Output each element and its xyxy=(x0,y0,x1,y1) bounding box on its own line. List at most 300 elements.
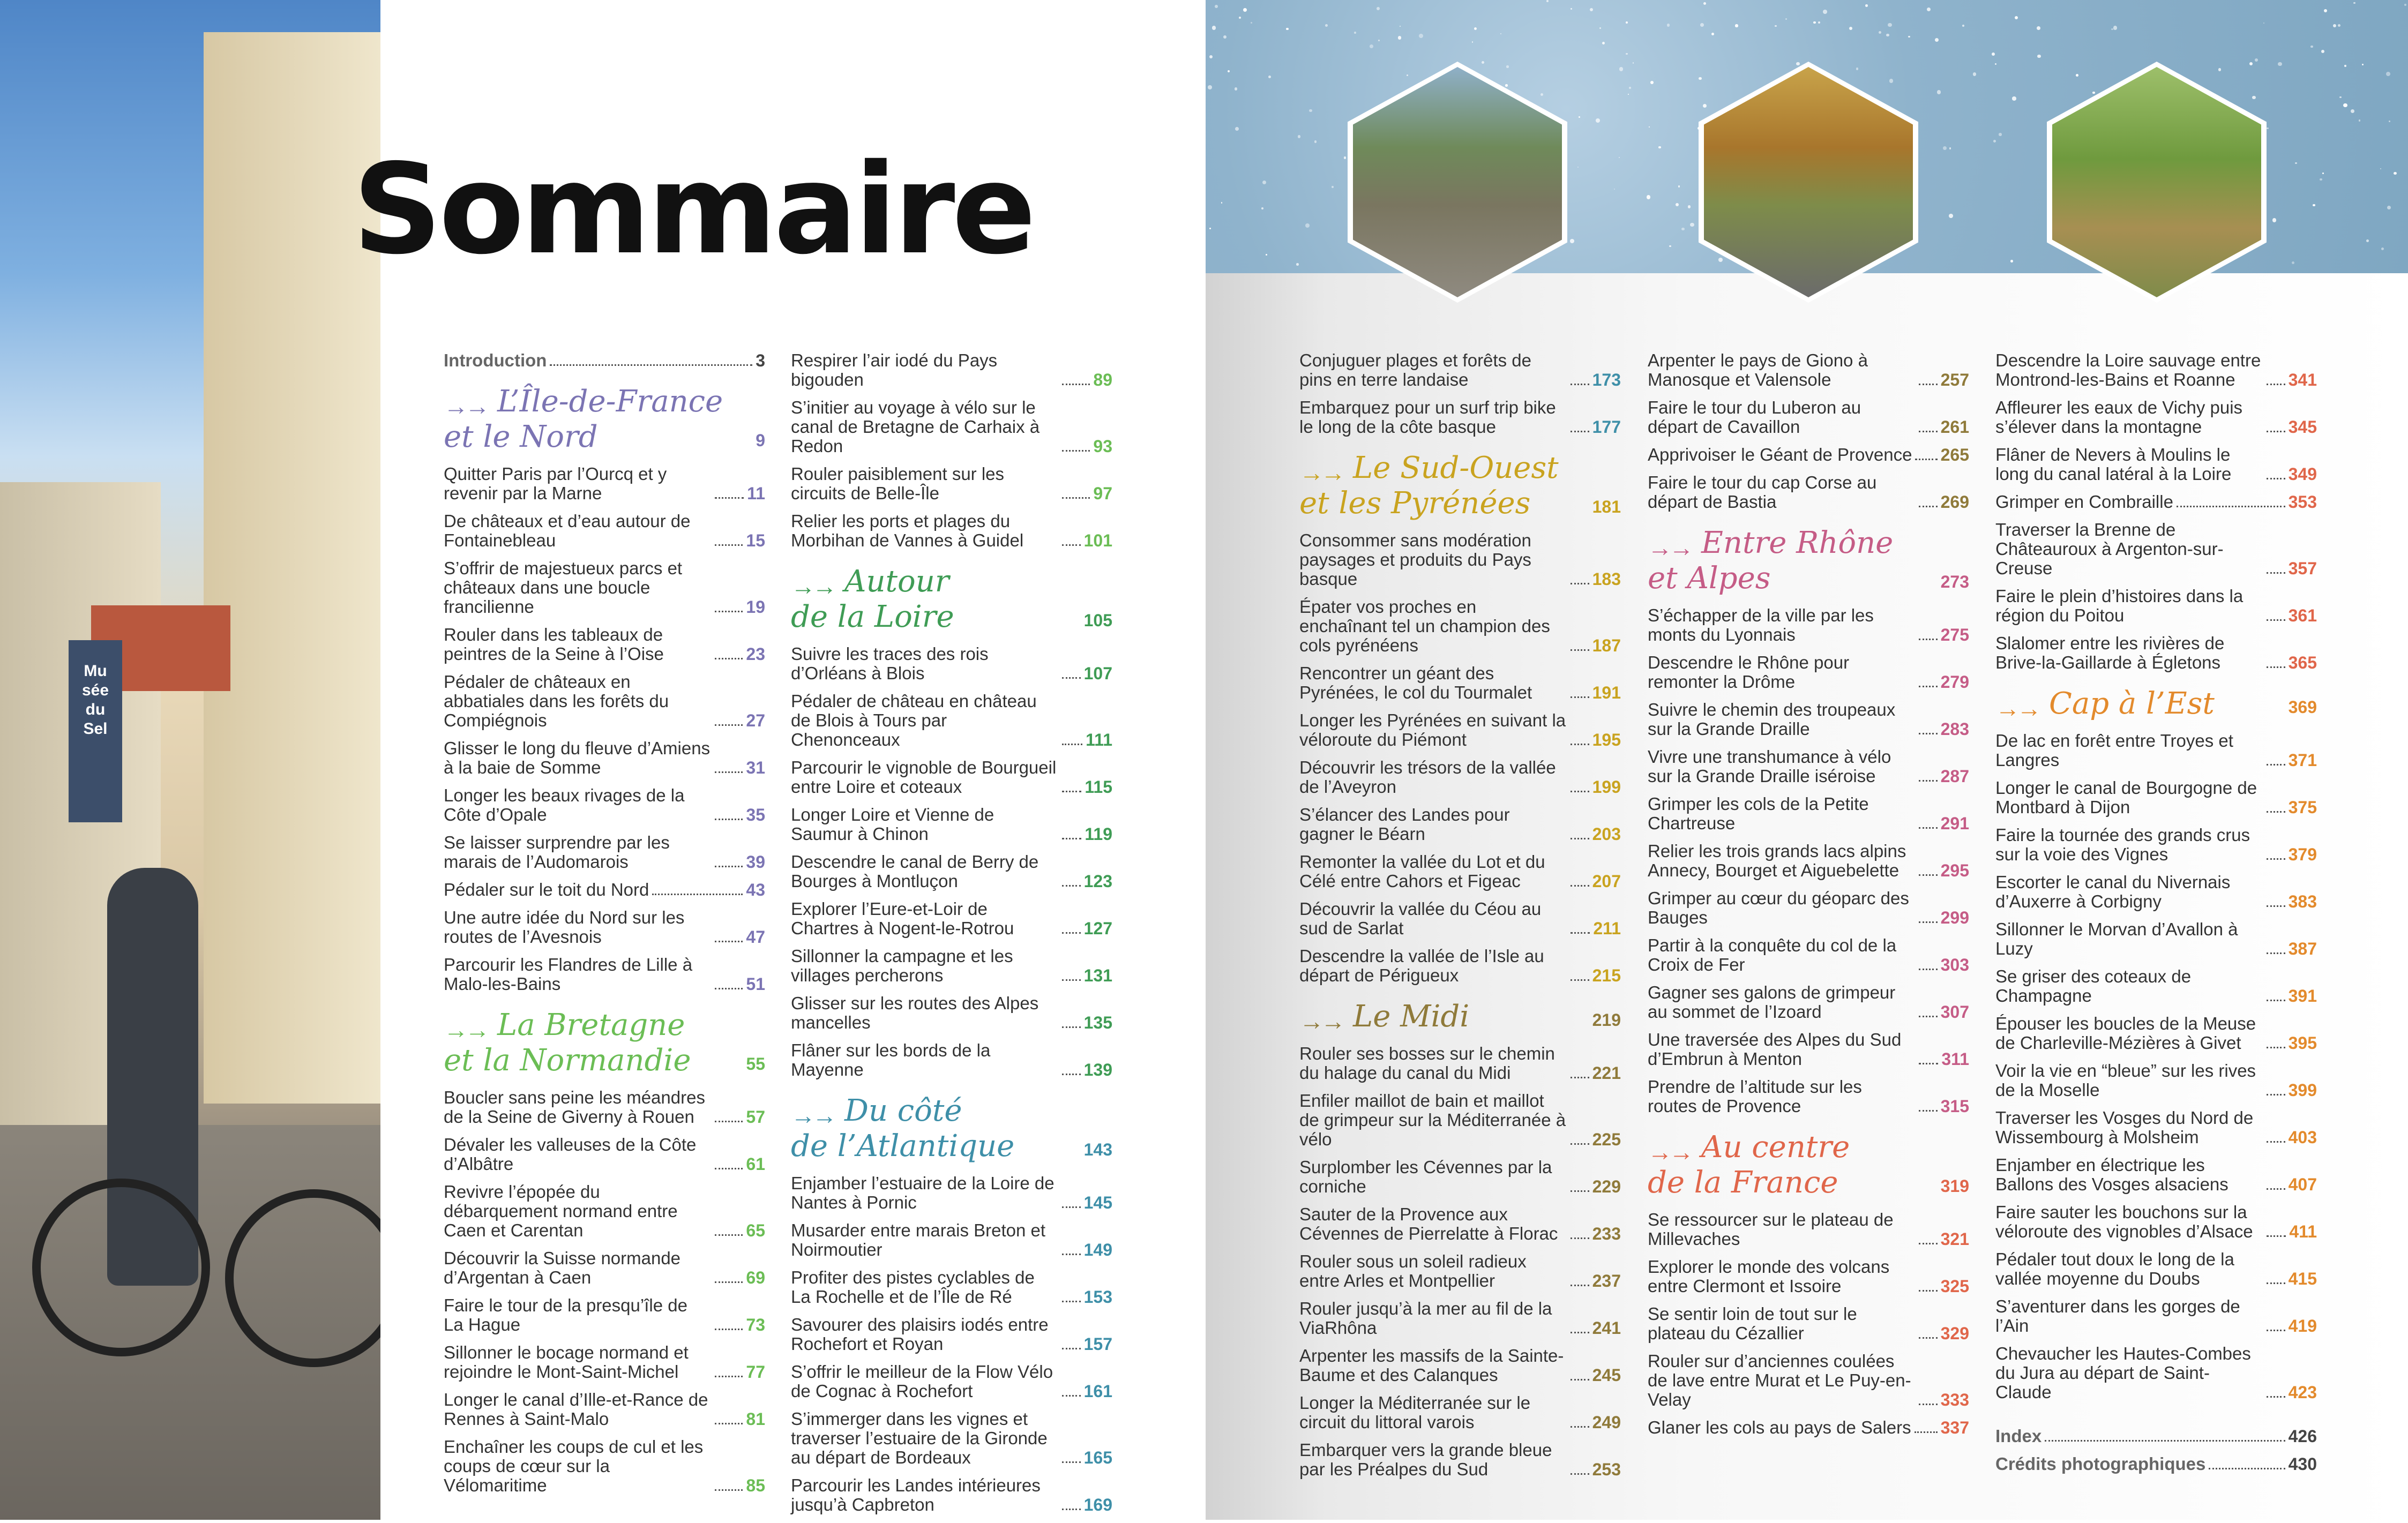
entry-title: Parcourir les Landes intérieures jusqu’à Capbreton xyxy=(791,1475,1041,1514)
toc-entry[interactable] xyxy=(1299,664,1621,702)
toc-entry[interactable] xyxy=(1648,473,1969,512)
leader-dots xyxy=(1571,583,1589,584)
leader-dots xyxy=(1919,1337,1938,1339)
star-dot xyxy=(2255,58,2258,62)
toc-entry[interactable] xyxy=(1995,1203,2317,1241)
toc-entry[interactable] xyxy=(444,1343,765,1382)
entry-page: 345 xyxy=(2288,417,2317,437)
leader-dots xyxy=(1571,1190,1589,1192)
entry-title: Épater vos proches en enchaînant tel un champion des cols pyrénéens xyxy=(1299,597,1550,655)
entry-title: S’offrir de majestueux parcs et châteaux dans une boucle francilienne xyxy=(444,558,683,617)
leader-dots xyxy=(1062,1461,1081,1463)
leader-dots xyxy=(1919,969,1938,970)
star-dot xyxy=(1243,8,1247,12)
entry-page: 187 xyxy=(1592,636,1621,655)
entry-page: 135 xyxy=(1083,1013,1112,1032)
toc-entry[interactable] xyxy=(791,947,1112,985)
toc-entry[interactable] xyxy=(1299,1252,1621,1291)
toc-entry[interactable] xyxy=(791,464,1112,503)
toc-entry[interactable] xyxy=(1995,520,2317,578)
toc-entry[interactable] xyxy=(1299,947,1621,985)
entry-page: 395 xyxy=(2288,1033,2317,1053)
toc-entry[interactable] xyxy=(1648,794,1969,833)
entry-title: Parcourir les Flandres de Lille à Malo-les-Bains xyxy=(444,955,693,994)
star-dot xyxy=(1879,31,1881,34)
toc-entry[interactable] xyxy=(1648,1418,1969,1437)
section-heading[interactable] xyxy=(1648,526,1969,596)
entry-title: Enchaîner les coups de cul et les coups de cœur sur la Vélomaritime xyxy=(444,1437,704,1495)
toc-entry-index[interactable] xyxy=(1995,1427,2317,1446)
toc-entry[interactable] xyxy=(1299,1393,1621,1432)
entry-title: Se sentir loin de tout sur le plateau du Cézallier xyxy=(1648,1304,1857,1343)
star-dot xyxy=(1377,7,1380,10)
leader-dots xyxy=(1062,450,1090,452)
entry-title: Grimper au cœur du géoparc des Bauges xyxy=(1648,888,1909,927)
toc-entry[interactable] xyxy=(444,1390,765,1429)
toc-entry[interactable] xyxy=(791,644,1112,683)
entry-page: 237 xyxy=(1592,1271,1621,1291)
star-dot xyxy=(1785,18,1787,20)
entry-page: 269 xyxy=(1940,492,1969,512)
entry-page: 127 xyxy=(1083,919,1112,938)
star-dot xyxy=(1577,167,1579,168)
star-dot xyxy=(2320,178,2322,181)
toc-entry[interactable] xyxy=(791,1362,1112,1401)
star-dot xyxy=(1633,62,1634,63)
section-page: 9 xyxy=(756,431,765,450)
entry-title: Faire sauter les bouchons sur la véloroute des vignobles d’Alsace xyxy=(1995,1202,2253,1241)
leader-dots xyxy=(1062,1026,1081,1028)
toc-entry[interactable] xyxy=(1995,1108,2317,1147)
toc-entry[interactable] xyxy=(1995,920,2317,958)
toc-entry[interactable] xyxy=(1995,1156,2317,1194)
toc-entry[interactable] xyxy=(791,1174,1112,1212)
leader-dots xyxy=(1062,384,1090,385)
entry-title: Prendre de l’altitude sur les routes de Provence xyxy=(1648,1077,1862,1116)
leader-dots xyxy=(2267,764,2285,766)
toc-entry[interactable] xyxy=(1299,1346,1621,1385)
star-dot xyxy=(2343,103,2347,107)
star-dot xyxy=(1596,118,1600,123)
entry-page: 415 xyxy=(2288,1269,2317,1288)
toc-entry[interactable] xyxy=(1299,1299,1621,1338)
entry-page: 183 xyxy=(1592,569,1621,589)
star-dot xyxy=(2404,4,2406,6)
entry-title: Longer le canal de Bourgogne de Montbard à Dijon xyxy=(1995,778,2257,817)
toc-entry[interactable] xyxy=(444,786,765,824)
star-dot xyxy=(1407,74,1408,76)
entry-page: 261 xyxy=(1940,417,1969,437)
entry-title: Explorer le monde des volcans entre Clermont et Issoire xyxy=(1648,1257,1890,1296)
star-dot xyxy=(1266,254,1267,256)
toc-entry[interactable] xyxy=(1995,1061,2317,1100)
section-title: Le Sud-Ouest xyxy=(1353,451,1559,485)
star-dot xyxy=(2333,24,2336,27)
entry-title: Revivre l’épopée du débarquement normand entre Caen et Carentan xyxy=(444,1182,678,1240)
leader-dots xyxy=(1571,1332,1589,1333)
entry-page: 387 xyxy=(2288,939,2317,958)
toc-entry[interactable] xyxy=(1648,606,1969,644)
toc-entry[interactable] xyxy=(791,1268,1112,1307)
leader-dots xyxy=(1919,780,1938,782)
star-dot xyxy=(1629,87,1631,89)
star-dot xyxy=(1619,67,1623,71)
entry-page: 419 xyxy=(2288,1316,2317,1336)
toc-entry[interactable] xyxy=(1648,1352,1969,1409)
star-dot xyxy=(2366,239,2369,242)
star-dot xyxy=(1215,5,1218,8)
arrow-icon: →→ xyxy=(1648,1138,1691,1166)
toc-entry[interactable] xyxy=(444,880,765,899)
sign-line: sée xyxy=(81,681,109,699)
entry-page: 161 xyxy=(1083,1382,1112,1401)
toc-entry[interactable] xyxy=(444,1296,765,1334)
section-subtitle: et les Pyrénées xyxy=(1299,486,1531,521)
toc-entry[interactable] xyxy=(1995,398,2317,437)
toc-entry[interactable] xyxy=(791,805,1112,844)
toc-entry[interactable] xyxy=(444,512,765,550)
entry-page: 23 xyxy=(746,644,765,664)
entry-page: 115 xyxy=(1085,777,1112,797)
entry-title: Pédaler sur le toit du Nord xyxy=(444,880,649,899)
toc-entry[interactable] xyxy=(1299,597,1621,655)
leader-dots xyxy=(1062,677,1081,679)
toc-entry[interactable] xyxy=(1299,1205,1621,1243)
entry-list xyxy=(1648,606,1969,1116)
toc-entry[interactable] xyxy=(1648,351,1969,389)
toc-entry[interactable] xyxy=(1995,445,2317,484)
toc-entry[interactable] xyxy=(1648,842,1969,880)
star-dot xyxy=(1676,203,1679,206)
entry-page: 107 xyxy=(1083,664,1112,683)
section-heading[interactable] xyxy=(444,384,765,455)
entry-title: Traverser la Brenne de Châteauroux à Argenton-sur-Creuse xyxy=(1995,520,2224,578)
section-page: 143 xyxy=(1083,1140,1112,1159)
toc-entry[interactable] xyxy=(791,1476,1112,1514)
leader-dots xyxy=(1919,1290,1938,1292)
star-dot xyxy=(1235,87,1237,90)
leader-dots xyxy=(1919,1243,1938,1244)
star-dot xyxy=(1927,7,1931,11)
star-dot xyxy=(2252,96,2255,99)
entry-page: 383 xyxy=(2288,892,2317,911)
star-dot xyxy=(1703,104,1707,108)
toc-entry[interactable] xyxy=(1299,1441,1621,1479)
star-dot xyxy=(2010,260,2013,262)
toc-entry[interactable] xyxy=(1648,653,1969,692)
star-dot xyxy=(1658,146,1661,149)
toc-entry[interactable] xyxy=(791,1409,1112,1467)
star-dot xyxy=(1937,90,1941,94)
toc-entry[interactable] xyxy=(1995,492,2317,512)
toc-column-1 xyxy=(444,351,765,1504)
leader-dots xyxy=(2267,1235,2286,1237)
entry-title: Longer Loire et Vienne de Saumur à Chinon xyxy=(791,805,994,844)
toc-entry[interactable] xyxy=(791,758,1112,797)
star-dot xyxy=(2037,55,2041,58)
entry-page: 333 xyxy=(1940,1390,1969,1409)
leader-dots xyxy=(715,819,743,820)
section-subtitle: et Alpes xyxy=(1648,561,1771,596)
entry-title: Gagner ses galons de grimpeur au sommet de l’Izoard xyxy=(1648,982,1896,1022)
entry-page: 93 xyxy=(1093,437,1112,456)
toc-entry[interactable] xyxy=(1648,983,1969,1022)
toc-entry[interactable] xyxy=(444,1135,765,1174)
toc-entry[interactable] xyxy=(1995,778,2317,817)
entry-page: 265 xyxy=(1940,445,1969,464)
entry-title: Grimper les cols de la Petite Chartreuse xyxy=(1648,794,1869,833)
entry-page: 195 xyxy=(1592,730,1621,749)
entry-page: 233 xyxy=(1592,1224,1621,1243)
leader-dots xyxy=(715,1329,743,1330)
toc-entry[interactable] xyxy=(1995,1014,2317,1053)
star-dot xyxy=(1614,189,1615,190)
toc-entry[interactable] xyxy=(1299,1044,1621,1083)
leader-dots xyxy=(1919,1404,1938,1405)
toc-entry[interactable] xyxy=(1995,1297,2317,1336)
page-title: Sommaire xyxy=(353,137,1033,282)
toc-entry[interactable] xyxy=(791,1221,1112,1259)
leader-dots xyxy=(715,941,743,942)
star-dot xyxy=(1546,0,1549,2)
entry-page: 97 xyxy=(1093,484,1112,503)
toc-entry-credits[interactable] xyxy=(1995,1454,2317,1474)
photo-museum-sign xyxy=(69,640,122,822)
entry-list xyxy=(444,464,765,994)
entry-page: 89 xyxy=(1093,370,1112,389)
section-heading[interactable] xyxy=(1648,1130,1969,1201)
toc-entry[interactable] xyxy=(1995,1250,2317,1288)
star-dot xyxy=(1590,8,1593,11)
entry-title: Longer la Méditerranée sur le circuit du littoral varois xyxy=(1299,1393,1531,1432)
leader-dots xyxy=(715,1423,743,1424)
star-dot xyxy=(1700,23,1704,27)
star-dot xyxy=(2359,119,2361,122)
toc-entry[interactable] xyxy=(1648,1030,1969,1069)
star-dot xyxy=(1228,70,1230,72)
toc-entry[interactable] xyxy=(1995,587,2317,625)
toc-entry[interactable] xyxy=(791,398,1112,456)
toc-entry[interactable] xyxy=(444,1088,765,1127)
toc-entry-introduction[interactable] xyxy=(444,351,765,370)
entry-page: 27 xyxy=(746,711,765,730)
entry-page: 31 xyxy=(746,758,765,777)
entry-title: Enfiler maillot de bain et maillot de grimpeur sur la Méditerranée à vélo xyxy=(1299,1091,1566,1149)
entry-title: Apprivoiser le Géant de Provence xyxy=(1648,445,1912,464)
toc-entry[interactable] xyxy=(1648,747,1969,786)
arrow-icon: →→ xyxy=(1299,1007,1342,1035)
toc-entry[interactable] xyxy=(444,672,765,730)
toc-entry[interactable] xyxy=(1995,1344,2317,1402)
toc-entry[interactable] xyxy=(791,1041,1112,1079)
section-subtitle: et la Normandie xyxy=(444,1043,691,1078)
leader-dots xyxy=(1062,791,1081,792)
toc-entry[interactable] xyxy=(444,1249,765,1287)
entry-page: 430 xyxy=(2288,1454,2317,1474)
section-title: Du côté xyxy=(844,1093,962,1128)
entry-title: Flâner de Nevers à Moulins le long du canal latéral à la Loire xyxy=(1995,445,2232,484)
star-dot xyxy=(1354,32,1356,34)
toc-entry[interactable] xyxy=(1648,1077,1969,1116)
toc-entry[interactable] xyxy=(1648,1304,1969,1343)
entry-title: Remonter la vallée du Lot et du Célé entre Cahors et Figeac xyxy=(1299,852,1545,891)
entry-title: Grimper en Combraille xyxy=(1995,492,2173,512)
star-dot xyxy=(1908,36,1910,38)
entry-page: 81 xyxy=(746,1409,765,1429)
leader-dots xyxy=(715,1281,743,1283)
section-title: Au centre xyxy=(1701,1130,1850,1165)
entry-page: 283 xyxy=(1940,719,1969,739)
toc-entry[interactable] xyxy=(444,833,765,872)
toc-entry[interactable] xyxy=(791,351,1112,389)
entry-title: Profiter des pistes cyclables de La Rochelle et de l’Île de Ré xyxy=(791,1267,1035,1307)
toc-entry[interactable] xyxy=(1648,445,1969,464)
toc-entry[interactable] xyxy=(1299,398,1621,437)
entry-page: 177 xyxy=(1592,417,1621,437)
toc-entry[interactable] xyxy=(444,1182,765,1240)
toc-entry[interactable] xyxy=(444,955,765,994)
star-dot xyxy=(1943,146,1947,150)
entry-title: Sillonner le bocage normand et rejoindre le Mont-Saint-Michel xyxy=(444,1342,689,1382)
leader-dots xyxy=(1062,932,1081,934)
section-subtitle: de l’Atlantique xyxy=(791,1129,1015,1164)
arrow-icon: →→ xyxy=(444,1016,487,1044)
leader-dots xyxy=(2267,666,2285,668)
star-dot xyxy=(1209,228,1211,229)
toc-entry[interactable] xyxy=(791,692,1112,749)
toc-entry[interactable] xyxy=(444,464,765,503)
leader-dots xyxy=(1571,1379,1589,1381)
toc-entry[interactable] xyxy=(444,559,765,617)
toc-entry[interactable] xyxy=(791,899,1112,938)
toc-entry[interactable] xyxy=(1648,1210,1969,1249)
entry-title: Glisser le long du fleuve d’Amiens à la baie de Somme xyxy=(444,738,711,777)
section-heading[interactable] xyxy=(444,1008,765,1078)
star-dot xyxy=(1208,85,1212,89)
leader-dots xyxy=(2267,1047,2285,1048)
entry-title: Faire le tour du Luberon au départ de Cavaillon xyxy=(1648,397,1861,437)
leader-dots xyxy=(1571,1285,1589,1286)
section-heading[interactable] xyxy=(1995,686,2317,722)
entry-page: 165 xyxy=(1083,1448,1112,1467)
section-heading[interactable] xyxy=(1299,451,1621,521)
star-dot xyxy=(1775,25,1777,27)
entry-title: Faire la tournée des grands crus sur la voie des Vignes xyxy=(1995,825,2250,864)
arrow-icon: →→ xyxy=(791,572,834,600)
section-page: 219 xyxy=(1592,1010,1621,1030)
star-dot xyxy=(2386,72,2390,76)
entry-title: Surplomber les Cévennes par la corniche xyxy=(1299,1157,1552,1196)
toc-entry[interactable] xyxy=(1299,805,1621,844)
star-dot xyxy=(2015,16,2018,19)
section-heading[interactable] xyxy=(791,1093,1112,1164)
entry-page: 407 xyxy=(2288,1175,2317,1194)
star-dot xyxy=(1570,239,1574,243)
leader-dots xyxy=(1919,639,1938,640)
star-dot xyxy=(1818,21,1820,24)
toc-entry[interactable] xyxy=(444,908,765,947)
entry-page: 43 xyxy=(746,880,765,899)
toc-entry[interactable] xyxy=(1299,1091,1621,1149)
star-dot xyxy=(1626,53,1627,55)
toc-entry[interactable] xyxy=(1648,936,1969,974)
entry-title: Consommer sans modération paysages et produits du Pays basque xyxy=(1299,530,1531,589)
entry-page: 291 xyxy=(1940,814,1969,833)
toc-entry[interactable] xyxy=(444,625,765,664)
toc-entry[interactable] xyxy=(791,994,1112,1032)
toc-entry[interactable] xyxy=(1299,899,1621,938)
leader-dots xyxy=(2267,619,2285,621)
section-subtitle: de la Loire xyxy=(791,599,954,634)
toc-entry[interactable] xyxy=(1648,700,1969,739)
leader-dots xyxy=(1571,838,1589,839)
star-dot xyxy=(1949,147,1951,149)
entry-list xyxy=(444,1088,765,1495)
entry-page: 39 xyxy=(746,852,765,872)
section-heading[interactable] xyxy=(1299,999,1621,1034)
toc-entry[interactable] xyxy=(1299,531,1621,589)
star-dot xyxy=(2344,65,2346,66)
star-dot xyxy=(1813,21,1816,24)
leader-dots xyxy=(2267,431,2285,432)
toc-entry[interactable] xyxy=(444,1437,765,1495)
star-dot xyxy=(1856,67,1859,70)
toc-entry[interactable] xyxy=(1299,1158,1621,1196)
toc-entry[interactable] xyxy=(1995,634,2317,672)
toc-entry[interactable] xyxy=(1995,351,2317,389)
star-dot xyxy=(2295,162,2297,164)
leader-dots xyxy=(1571,791,1589,792)
toc-entry[interactable] xyxy=(1995,731,2317,770)
star-dot xyxy=(1209,55,1213,58)
toc-entry[interactable] xyxy=(1995,826,2317,864)
entry-title: Suivre les traces des rois d’Orléans à Blois xyxy=(791,644,989,683)
toc-entry[interactable] xyxy=(1995,967,2317,1006)
toc-entry[interactable] xyxy=(444,739,765,777)
star-dot xyxy=(1711,33,1714,35)
entry-page: 287 xyxy=(1940,767,1969,786)
entry-title: Descendre le Rhône pour remonter la Drôme xyxy=(1648,652,1850,692)
sign-line: Sel xyxy=(83,720,108,738)
leader-dots xyxy=(1571,431,1589,432)
star-dot xyxy=(2338,24,2340,27)
star-dot xyxy=(1688,205,1691,208)
entry-title: S’échapper de la ville par les monts du Lyonnais xyxy=(1648,605,1874,644)
star-dot xyxy=(1619,157,1620,158)
toc-entry[interactable] xyxy=(791,512,1112,550)
toc-entry[interactable] xyxy=(1648,398,1969,437)
star-dot xyxy=(1309,109,1312,112)
entry-list xyxy=(791,644,1112,1079)
toc-entry[interactable] xyxy=(1299,711,1621,749)
toc-entry[interactable] xyxy=(1299,758,1621,797)
leader-dots xyxy=(1919,431,1938,432)
toc-entry[interactable] xyxy=(791,1315,1112,1354)
star-dot xyxy=(1305,223,1310,228)
leader-dots xyxy=(715,988,743,989)
toc-entry[interactable] xyxy=(1299,852,1621,891)
toc-entry[interactable] xyxy=(1299,351,1621,389)
star-dot xyxy=(1235,127,1239,131)
toc-entry[interactable] xyxy=(1995,873,2317,911)
toc-column-2 xyxy=(791,351,1112,1523)
entry-page: 253 xyxy=(1592,1460,1621,1479)
toc-entry[interactable] xyxy=(791,852,1112,891)
toc-entry[interactable] xyxy=(1648,1257,1969,1296)
section-heading[interactable] xyxy=(791,564,1112,635)
toc-entry[interactable] xyxy=(1648,889,1969,927)
leader-dots xyxy=(2267,1094,2285,1096)
